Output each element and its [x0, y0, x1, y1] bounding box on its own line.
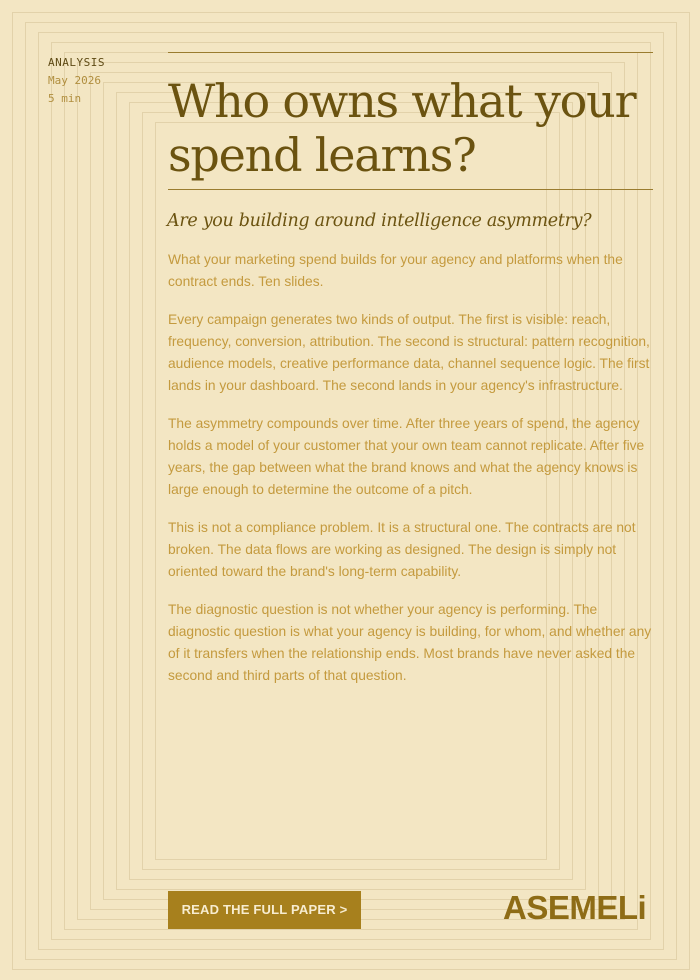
body-paragraph: The diagnostic question is not whether your agency is performing. The diagnostic question is what your agency is building, for whom, and whether any of it transfers when the relationship ends. Most brands have never asked the second and third parts of that question.	[168, 602, 652, 683]
top-divider	[168, 52, 653, 53]
category-label: ANALYSIS	[48, 56, 105, 69]
article-meta	[48, 54, 105, 108]
page-subtitle: Are you building around intelligence asymmetry?	[167, 211, 592, 231]
body-paragraph: What your marketing spend builds for your agency and platforms when the contract ends. Ten slides.	[168, 252, 623, 289]
body-paragraph: The asymmetry compounds over time. After three years of spend, the agency holds a model of your customer that your own team cannot replicate. After five years, the gap between what the brand knows and what the agency knows is large enough to determine the outcome of a pitch.	[168, 416, 645, 497]
read-time: 5 min	[48, 92, 82, 105]
body-paragraph: This is not a compliance problem. It is a structural one. The contracts are not broken. The data flows are working as designed. The design is simply not oriented toward the brand's long-term capability.	[168, 520, 636, 579]
article-body	[168, 249, 654, 703]
brand-logo: ASEMELi	[503, 889, 647, 926]
title-divider	[168, 189, 653, 190]
read-full-paper-button[interactable]: READ THE FULL PAPER >	[168, 891, 361, 929]
body-paragraph: Every campaign generates two kinds of output. The first is visible: reach, frequency, conversion, attribution. The second is structural: pattern recognition, audience models, creative performance data, channel sequence logic. The first lands in your dashboard. The second lands in your agency's infrastructure.	[168, 312, 650, 393]
publish-date: May 2026	[48, 74, 101, 87]
page-title: Who owns what your spend learns?	[168, 74, 636, 182]
